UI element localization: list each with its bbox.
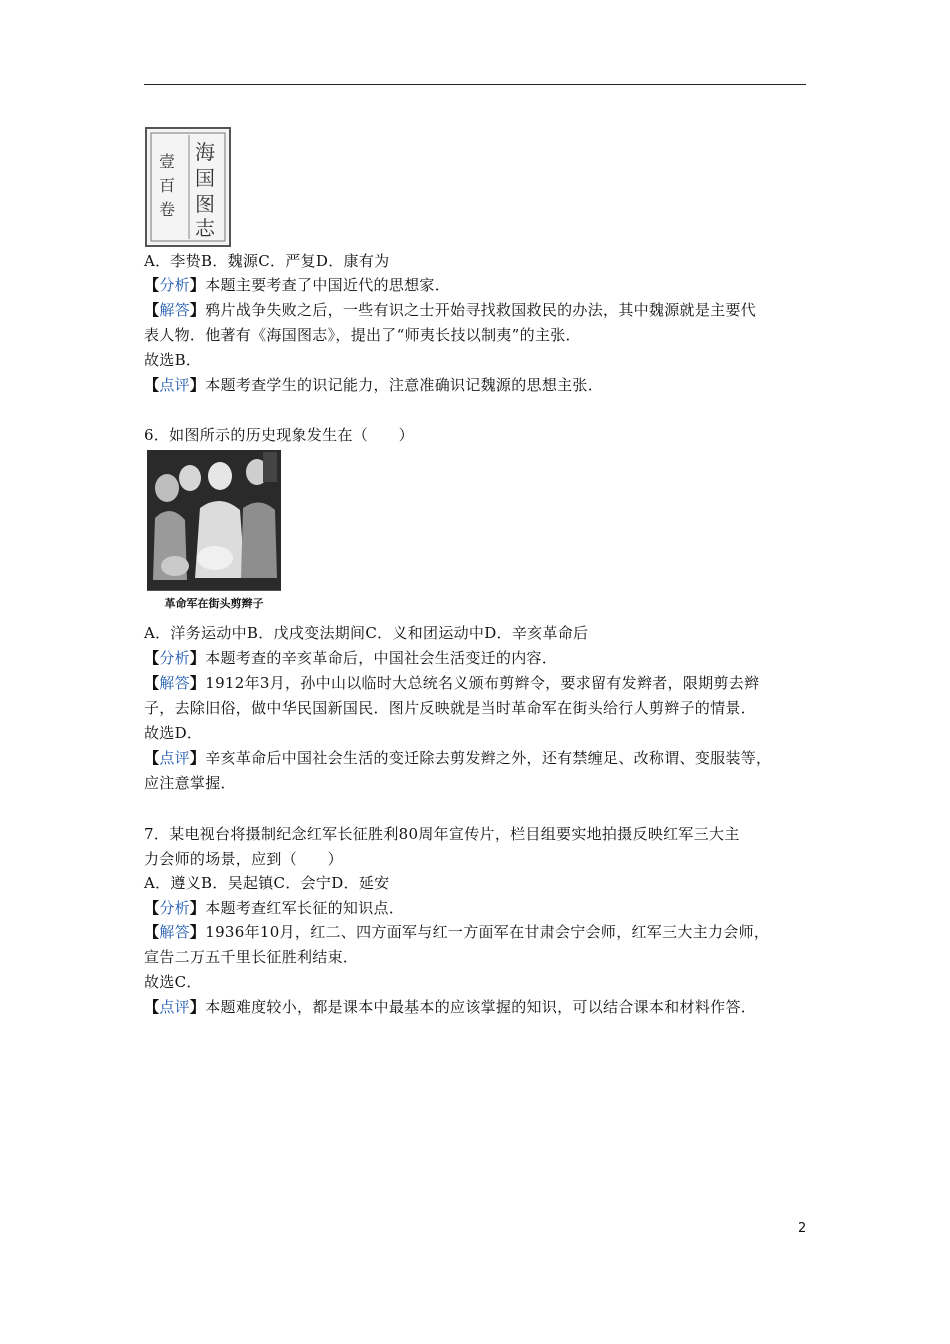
svg-text:志: 志 (195, 216, 215, 240)
q5-options: A．李贽B．魏源C．严复D．康有为 (144, 252, 390, 270)
header-rule (144, 84, 806, 85)
q5-answer-cont: 表人物．他著有《海国图志》，提出了“师夷长技以制夷”的主张． (144, 326, 581, 344)
q6-answer: 【解答】1912年3月，孙中山以临时大总统名义颁布剪辫令，要求留有发辫者，限期剪去辫 (144, 674, 760, 692)
svg-text:百: 百 (159, 176, 176, 195)
book-cover-image (145, 127, 231, 247)
q6-comment-cont: 应注意掌握． (144, 774, 236, 792)
queue-cutting-photo (145, 448, 283, 616)
photo-caption: 革命军在街头剪辫子 (164, 597, 264, 610)
q7-answer: 【解答】1936年10月，红二、四方面军与红一方面军在甘肃会宁会师，红军三大主力会师， (144, 923, 770, 941)
svg-text:海: 海 (195, 140, 215, 164)
q6-comment: 【点评】辛亥革命后中国社会生活的变迁除去剪发辫之外，还有禁缠足、改称谓、变服装等， (144, 749, 772, 767)
svg-text:卷: 卷 (159, 200, 176, 219)
q7-comment: 【点评】本题难度较小，都是课本中最基本的应该掌握的知识，可以结合课本和材料作答． (144, 998, 757, 1016)
q5-choice: 故选B． (144, 351, 202, 369)
q6-choice: 故选D． (144, 724, 203, 742)
page-number: 2 (798, 1221, 807, 1236)
q7-answer-cont: 宣告二万五千里长征胜利结束． (144, 948, 359, 966)
q6-question: 6．如图所示的历史现象发生在（ ） (144, 426, 414, 444)
q5-answer: 【解答】鸦片战争失败之后，一些有识之士开始寻找救国救民的办法，其中魏源就是主要代 (144, 301, 757, 319)
svg-text:国: 国 (195, 166, 215, 190)
q5-comment: 【点评】本题考查学生的识记能力，注意准确识记魏源的思想主张． (144, 376, 604, 394)
q7-question-cont: 力会师的场景，应到（ ） (144, 850, 343, 868)
q5-analysis: 【分析】本题主要考查了中国近代的思想家． (144, 276, 451, 294)
q7-question: 7．某电视台将摄制纪念红军长征胜利80周年宣传片，栏目组要实地拍摄反映红军三大主 (144, 825, 740, 843)
q7-analysis: 【分析】本题考查红军长征的知识点． (144, 899, 405, 917)
q7-options: A．遵义B．吴起镇C．会宁D．延安 (144, 874, 390, 892)
svg-text:图: 图 (195, 192, 215, 216)
q6-answer-cont: 子，去除旧俗，做中华民国新国民．图片反映就是当时革命军在街头给行人剪辫子的情景． (144, 699, 757, 717)
q6-analysis: 【分析】本题考查的辛亥革命后，中国社会生活变迁的内容． (144, 649, 558, 667)
q6-options: A．洋务运动中B．戊戌变法期间C．义和团运动中D．辛亥革命后 (144, 624, 589, 642)
q7-choice: 故选C． (144, 973, 202, 991)
svg-text:壹: 壹 (159, 152, 176, 171)
